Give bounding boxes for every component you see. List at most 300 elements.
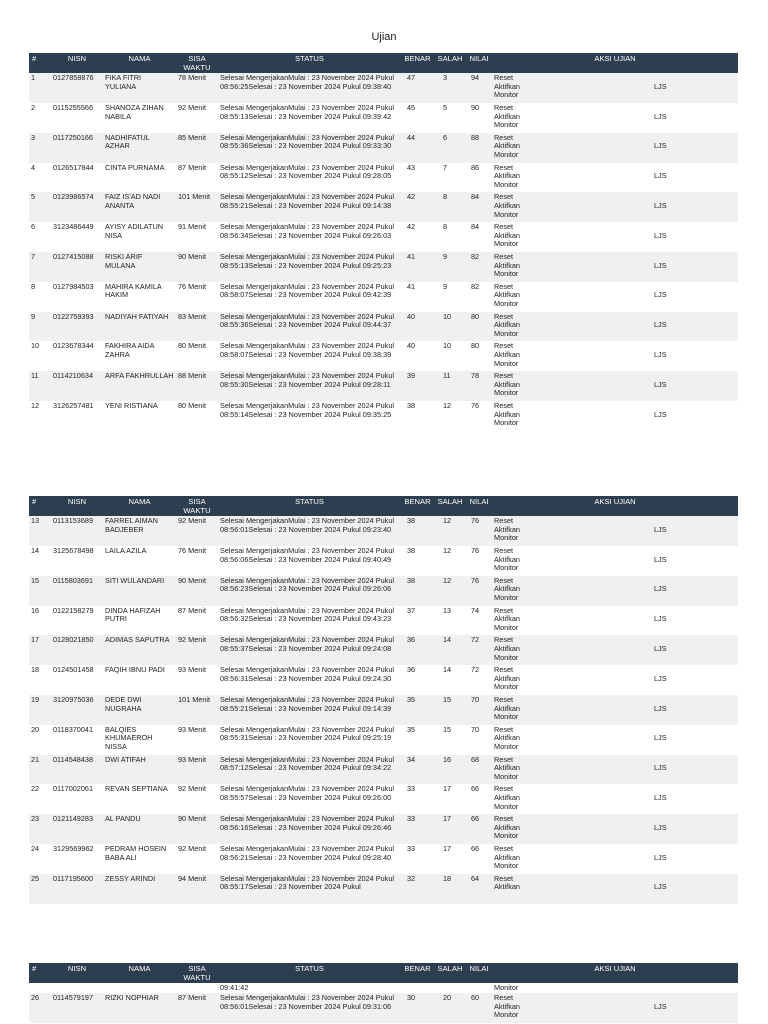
ljs-link[interactable]: LJS — [654, 349, 667, 359]
col-header-benar: BENAR — [401, 53, 434, 73]
aktifkan-button[interactable]: Aktifkan — [494, 822, 520, 832]
row-wrong-count: 14 — [434, 665, 466, 695]
row-correct-count: 45 — [401, 103, 434, 133]
ljs-link[interactable]: LJS — [654, 882, 667, 892]
aktifkan-button[interactable]: Aktifkan — [494, 554, 520, 564]
table-row — [29, 103, 738, 133]
aktifkan-button[interactable]: Aktifkan — [494, 733, 520, 743]
row-correct-count: 40 — [401, 312, 434, 342]
ljs-link[interactable]: LJS — [654, 852, 667, 862]
row-status: Selesai MengerjakanMulai : 23 November 2024 Pukul 08:55:36Selesai : 23 November 2024 Pukul 09:44:37 — [218, 312, 401, 342]
row-remaining-time: 78 Menit — [176, 73, 218, 103]
row-status: Selesai MengerjakanMulai : 23 November 2024 Pukul 08:56:25Selesai : 23 November 2024 Pukul 09:38:40 — [218, 73, 401, 103]
reset-button[interactable]: Reset — [494, 545, 514, 555]
row-status: Selesai MengerjakanMulai : 23 November 2024 Pukul 08:55:37Selesai : 23 November 2024 Pukul 09:24:08 — [218, 635, 401, 665]
row-nisn: 0115803691 — [51, 576, 103, 606]
ljs-link[interactable]: LJS — [654, 643, 667, 653]
row-student-name: AL PANDU — [103, 814, 176, 844]
reset-button[interactable]: Reset — [494, 281, 514, 291]
row-student-name: FARREL AIMAN BADJEBER — [103, 516, 176, 546]
reset-button[interactable]: Reset — [494, 993, 514, 1003]
row-number: 10 — [29, 341, 51, 371]
reset-button[interactable]: Reset — [494, 102, 514, 112]
row-actions — [492, 192, 738, 222]
row-student-name: MAHIRA KAMILA HAKIM — [103, 282, 176, 312]
row-status: Selesai MengerjakanMulai : 23 November 2024 Pukul 08:57:12Selesai : 23 November 2024 Pukul 09:34:22 — [218, 755, 401, 785]
row-number: 18 — [29, 665, 51, 695]
aktifkan-button[interactable]: Aktifkan — [494, 320, 520, 330]
monitor-button[interactable]: Monitor — [494, 328, 519, 338]
aktifkan-button[interactable]: Aktifkan — [494, 379, 520, 389]
reset-button[interactable]: Reset — [494, 873, 514, 883]
monitor-button[interactable]: Monitor — [494, 149, 519, 159]
col-header-sisa-waktu: SISA WAKTU — [176, 53, 218, 73]
row-number: 9 — [29, 312, 51, 342]
row-actions — [492, 814, 738, 844]
reset-button[interactable]: Reset — [494, 784, 514, 794]
row-score: 66 — [466, 784, 492, 814]
row-nisn: 3125678498 — [51, 546, 103, 576]
ljs-link[interactable]: LJS — [654, 733, 667, 743]
row-score: 94 — [466, 73, 492, 103]
reset-button[interactable]: Reset — [494, 371, 514, 381]
exam-table-page-1 — [29, 53, 738, 431]
aktifkan-button[interactable]: Aktifkan — [494, 614, 520, 624]
row-wrong-count: 12 — [434, 576, 466, 606]
row-number: 21 — [29, 755, 51, 785]
row-remaining-time: 92 Menit — [176, 103, 218, 133]
row-score: 88 — [466, 133, 492, 163]
reset-button[interactable]: Reset — [494, 73, 514, 83]
row-nisn: 0126517844 — [51, 163, 103, 193]
monitor-button[interactable]: Monitor — [494, 622, 519, 632]
row-status-continuation: 09:41:42 — [218, 983, 401, 993]
col-header-benar: BENAR — [401, 963, 434, 983]
ljs-link[interactable]: LJS — [654, 409, 667, 419]
ljs-link[interactable]: LJS — [654, 320, 667, 330]
row-nisn: 3129569962 — [51, 844, 103, 874]
row-actions — [492, 312, 738, 342]
col-header-no: # — [29, 963, 51, 983]
row-number: 22 — [29, 784, 51, 814]
reset-button[interactable]: Reset — [494, 665, 514, 675]
row-actions — [492, 341, 738, 371]
monitor-button[interactable]: Monitor — [494, 983, 519, 993]
reset-button[interactable]: Reset — [494, 516, 514, 526]
monitor-button[interactable]: Monitor — [494, 179, 519, 189]
row-score: 82 — [466, 252, 492, 282]
reset-button[interactable]: Reset — [494, 605, 514, 615]
row-nisn: 0123678344 — [51, 341, 103, 371]
row-remaining-time: 90 Menit — [176, 576, 218, 606]
row-actions — [492, 282, 738, 312]
reset-button[interactable]: Reset — [494, 341, 514, 351]
row-actions — [492, 606, 738, 636]
monitor-button[interactable]: Monitor — [494, 298, 519, 308]
row-score: 80 — [466, 312, 492, 342]
aktifkan-button[interactable]: Aktifkan — [494, 673, 520, 683]
ljs-link[interactable]: LJS — [654, 792, 667, 802]
row-number: 24 — [29, 844, 51, 874]
monitor-button[interactable]: Monitor — [494, 90, 519, 100]
ljs-link[interactable]: LJS — [654, 81, 667, 91]
row-nisn: 0124501458 — [51, 665, 103, 695]
col-header-sisa-waktu: SISA WAKTU — [176, 496, 218, 516]
row-nisn: 0117250166 — [51, 133, 103, 163]
ljs-link[interactable]: LJS — [654, 822, 667, 832]
reset-button[interactable]: Reset — [494, 311, 514, 321]
row-wrong-count: 13 — [434, 606, 466, 636]
row-score: 70 — [466, 725, 492, 755]
ljs-link[interactable]: LJS — [654, 584, 667, 594]
col-header-nama: NAMA — [103, 53, 176, 73]
row-remaining-time: 93 Menit — [176, 665, 218, 695]
row-correct-count: 35 — [401, 725, 434, 755]
row-number: 3 — [29, 133, 51, 163]
col-header-sisa-waktu: SISA WAKTU — [176, 963, 218, 983]
row-status: Selesai MengerjakanMulai : 23 November 2024 Pukul 08:55:12Selesai : 23 November 2024 Pukul 09:28:05 — [218, 163, 401, 193]
reset-button[interactable]: Reset — [494, 724, 514, 734]
col-header-status: STATUS — [218, 496, 401, 516]
row-actions — [492, 725, 738, 755]
row-nisn: 3123486449 — [51, 222, 103, 252]
monitor-button[interactable]: Monitor — [494, 388, 519, 398]
monitor-button[interactable]: Monitor — [494, 120, 519, 130]
reset-button[interactable]: Reset — [494, 251, 514, 261]
row-status: Selesai MengerjakanMulai : 23 November 2024 Pukul 08:56:16Selesai : 23 November 2024 Pukul 09:26:46 — [218, 814, 401, 844]
table-row — [29, 606, 738, 636]
row-correct-count: 37 — [401, 606, 434, 636]
ljs-link[interactable]: LJS — [654, 171, 667, 181]
row-student-name: DINDA HAFIZAH PUTRI — [103, 606, 176, 636]
row-student-name: ZESSY ARINDI — [103, 874, 176, 904]
row-number: 1 — [29, 73, 51, 103]
ljs-link[interactable]: LJS — [654, 703, 667, 713]
table-row — [29, 282, 738, 312]
monitor-button[interactable]: Monitor — [494, 592, 519, 602]
col-header-aksi: AKSI UJIAN — [492, 53, 738, 73]
table-row — [29, 725, 738, 755]
table-row — [29, 665, 738, 695]
aktifkan-button[interactable]: Aktifkan — [494, 349, 520, 359]
col-header-salah: SALAH — [434, 53, 466, 73]
col-header-nama: NAMA — [103, 496, 176, 516]
row-actions — [492, 576, 738, 606]
table-row — [29, 371, 738, 401]
row-number: 26 — [29, 993, 51, 1023]
row-correct-count: 38 — [401, 516, 434, 546]
reset-button[interactable]: Reset — [494, 132, 514, 142]
row-student-name: ADIMAS SAPUTRA — [103, 635, 176, 665]
aktifkan-button[interactable]: Aktifkan — [494, 81, 520, 91]
row-correct-count: 30 — [401, 993, 434, 1023]
aktifkan-button[interactable]: Aktifkan — [494, 260, 520, 270]
monitor-button[interactable]: Monitor — [494, 358, 519, 368]
monitor-button[interactable]: Monitor — [494, 741, 519, 751]
ljs-link[interactable]: LJS — [654, 200, 667, 210]
row-wrong-count: 17 — [434, 814, 466, 844]
row-student-name: PEDRAM HOSEIN BABA ALI — [103, 844, 176, 874]
col-header-salah: SALAH — [434, 496, 466, 516]
row-remaining-time: 92 Menit — [176, 516, 218, 546]
table-row — [29, 516, 738, 546]
row-status: Selesai MengerjakanMulai : 23 November 2024 Pukul 08:55:17Selesai : 23 November 2024 Pukul — [218, 874, 401, 904]
monitor-button[interactable]: Monitor — [494, 209, 519, 219]
row-wrong-count: 7 — [434, 163, 466, 193]
row-actions — [492, 695, 738, 725]
monitor-button[interactable]: Monitor — [494, 418, 519, 428]
row-wrong-count: 17 — [434, 784, 466, 814]
row-student-name: CINTA PURNAMA — [103, 163, 176, 193]
ljs-link[interactable]: LJS — [654, 230, 667, 240]
ljs-link[interactable]: LJS — [654, 379, 667, 389]
row-correct-count: 38 — [401, 401, 434, 431]
reset-button[interactable]: Reset — [494, 400, 514, 410]
row-correct-count: 33 — [401, 844, 434, 874]
aktifkan-button[interactable]: Aktifkan — [494, 171, 520, 181]
aktifkan-button[interactable]: Aktifkan — [494, 792, 520, 802]
row-score: 80 — [466, 341, 492, 371]
row-wrong-count: 17 — [434, 844, 466, 874]
monitor-button[interactable]: Monitor — [494, 563, 519, 573]
row-nisn: 0114548438 — [51, 755, 103, 785]
table-header-row — [29, 963, 738, 983]
row-nisn: 0127415088 — [51, 252, 103, 282]
col-header-status: STATUS — [218, 963, 401, 983]
ljs-link[interactable]: LJS — [654, 141, 667, 151]
monitor-button[interactable]: Monitor — [494, 682, 519, 692]
aktifkan-button[interactable]: Aktifkan — [494, 1001, 520, 1011]
row-correct-count: 33 — [401, 784, 434, 814]
row-correct-count: 32 — [401, 874, 434, 904]
row-correct-count: 41 — [401, 282, 434, 312]
row-nisn: 0118370041 — [51, 725, 103, 755]
reset-button[interactable]: Reset — [494, 754, 514, 764]
table-row — [29, 874, 738, 904]
reset-button[interactable]: Reset — [494, 222, 514, 232]
row-status: Selesai MengerjakanMulai : 23 November 2024 Pukul 08:55:13Selesai : 23 November 2024 Pukul 09:25:23 — [218, 252, 401, 282]
row-score: 84 — [466, 192, 492, 222]
row-nisn: 0128021850 — [51, 635, 103, 665]
row-actions — [492, 163, 738, 193]
row-status: Selesai MengerjakanMulai : 23 November 2024 Pukul 08:56:21Selesai : 23 November 2024 Pukul 09:28:40 — [218, 844, 401, 874]
row-student-name: SHANOZA ZIHAN NABILA — [103, 103, 176, 133]
monitor-button[interactable]: Monitor — [494, 239, 519, 249]
row-remaining-time: 80 Menit — [176, 401, 218, 431]
row-nisn: 0114210634 — [51, 371, 103, 401]
table-row — [29, 192, 738, 222]
aktifkan-button[interactable]: Aktifkan — [494, 200, 520, 210]
row-student-name: NADHIFATUL AZHAR — [103, 133, 176, 163]
row-status: Selesai MengerjakanMulai : 23 November 2024 Pukul 08:58:07Selesai : 23 November 2024 Pukul 09:38:39 — [218, 341, 401, 371]
col-header-salah: SALAH — [434, 963, 466, 983]
row-score: 78 — [466, 371, 492, 401]
ljs-link[interactable]: LJS — [654, 554, 667, 564]
table-row — [29, 546, 738, 576]
row-nisn: 0113153689 — [51, 516, 103, 546]
row-actions — [492, 73, 738, 103]
row-nisn: 0122759393 — [51, 312, 103, 342]
row-wrong-count: 3 — [434, 73, 466, 103]
reset-button[interactable]: Reset — [494, 162, 514, 172]
reset-button[interactable]: Reset — [494, 192, 514, 202]
col-header-status: STATUS — [218, 53, 401, 73]
row-score: 70 — [466, 695, 492, 725]
aktifkan-button[interactable]: Aktifkan — [494, 141, 520, 151]
table-header-row — [29, 53, 738, 73]
row-status: Selesai MengerjakanMulai : 23 November 2024 Pukul 08:55:14Selesai : 23 November 2024 Pukul 09:35:25 — [218, 401, 401, 431]
aktifkan-button[interactable]: Aktifkan — [494, 852, 520, 862]
row-wrong-count: 16 — [434, 755, 466, 785]
col-header-nisn: NISN — [51, 496, 103, 516]
ljs-link[interactable]: LJS — [654, 1001, 667, 1011]
col-header-nilai: NILAI — [466, 963, 492, 983]
row-number: 19 — [29, 695, 51, 725]
reset-button[interactable]: Reset — [494, 635, 514, 645]
row-correct-count: 38 — [401, 546, 434, 576]
aktifkan-button[interactable]: Aktifkan — [494, 703, 520, 713]
row-student-name: SITI WULANDARI — [103, 576, 176, 606]
row-wrong-count: 15 — [434, 725, 466, 755]
row-number: 12 — [29, 401, 51, 431]
row-actions — [492, 546, 738, 576]
table-row — [29, 73, 738, 103]
table-row — [29, 222, 738, 252]
row-correct-count: 42 — [401, 192, 434, 222]
row-wrong-count: 11 — [434, 371, 466, 401]
row-correct-count: 44 — [401, 133, 434, 163]
row-score: 82 — [466, 282, 492, 312]
ljs-link[interactable]: LJS — [654, 111, 667, 121]
aktifkan-button[interactable]: Aktifkan — [494, 524, 520, 534]
ljs-link[interactable]: LJS — [654, 614, 667, 624]
row-student-name: DEDE DWI NUGRAHA — [103, 695, 176, 725]
table-header-row — [29, 496, 738, 516]
row-nisn: 0115255566 — [51, 103, 103, 133]
row-wrong-count: 12 — [434, 546, 466, 576]
row-student-name: FAIZ IS'AD NADI ANANTA — [103, 192, 176, 222]
ljs-link[interactable]: LJS — [654, 763, 667, 773]
monitor-button[interactable]: Monitor — [494, 801, 519, 811]
row-remaining-time: 88 Menit — [176, 371, 218, 401]
row-student-name: RIZKI NOPHIAR — [103, 993, 176, 1023]
monitor-button[interactable]: Monitor — [494, 831, 519, 841]
reset-button[interactable]: Reset — [494, 843, 514, 853]
monitor-button[interactable]: Monitor — [494, 771, 519, 781]
table-row — [29, 341, 738, 371]
row-score: 86 — [466, 163, 492, 193]
row-wrong-count: 6 — [434, 133, 466, 163]
row-remaining-time: 101 Menit — [176, 695, 218, 725]
row-status: Selesai MengerjakanMulai : 23 November 2024 Pukul 08:56:06Selesai : 23 November 2024 Pukul 09:40:49 — [218, 546, 401, 576]
row-number: 17 — [29, 635, 51, 665]
row-remaining-time: 90 Menit — [176, 814, 218, 844]
row-student-name: BALQIES KHUMAEROH NISSA — [103, 725, 176, 755]
row-student-name: REVAN SEPTIANA — [103, 784, 176, 814]
aktifkan-button[interactable]: Aktifkan — [494, 882, 520, 892]
row-number: 23 — [29, 814, 51, 844]
row-remaining-time: 93 Menit — [176, 725, 218, 755]
row-nisn: 0121149283 — [51, 814, 103, 844]
row-number: 8 — [29, 282, 51, 312]
row-remaining-time: 90 Menit — [176, 252, 218, 282]
row-remaining-time: 76 Menit — [176, 282, 218, 312]
monitor-button[interactable]: Monitor — [494, 652, 519, 662]
monitor-button[interactable]: Monitor — [494, 533, 519, 543]
row-status: Selesai MengerjakanMulai : 23 November 2024 Pukul 08:56:31Selesai : 23 November 2024 Pukul 09:24:30 — [218, 665, 401, 695]
ljs-link[interactable]: LJS — [654, 524, 667, 534]
monitor-button[interactable]: Monitor — [494, 1010, 519, 1020]
row-remaining-time: 94 Menit — [176, 874, 218, 904]
row-wrong-count: 20 — [434, 993, 466, 1023]
row-score: 64 — [466, 874, 492, 904]
row-nisn: 3126257481 — [51, 401, 103, 431]
row-wrong-count: 10 — [434, 312, 466, 342]
row-score: 76 — [466, 516, 492, 546]
row-remaining-time: 92 Menit — [176, 784, 218, 814]
row-student-name: NADIYAH FATIYAH — [103, 312, 176, 342]
monitor-button[interactable]: Monitor — [494, 269, 519, 279]
row-score: 74 — [466, 606, 492, 636]
aktifkan-button[interactable]: Aktifkan — [494, 584, 520, 594]
reset-button[interactable]: Reset — [494, 694, 514, 704]
ljs-link[interactable]: LJS — [654, 290, 667, 300]
row-wrong-count: 10 — [434, 341, 466, 371]
ljs-link[interactable]: LJS — [654, 673, 667, 683]
row-wrong-count: 15 — [434, 695, 466, 725]
aktifkan-button[interactable]: Aktifkan — [494, 230, 520, 240]
row-remaining-time: 101 Menit — [176, 192, 218, 222]
ljs-link[interactable]: LJS — [654, 260, 667, 270]
reset-button[interactable]: Reset — [494, 575, 514, 585]
table-row — [29, 814, 738, 844]
table-row — [29, 635, 738, 665]
row-student-name: FIKA FITRI YULIANA — [103, 73, 176, 103]
row-score: 76 — [466, 576, 492, 606]
row-status: Selesai MengerjakanMulai : 23 November 2024 Pukul 08:56:32Selesai : 23 November 2024 Pukul 09:43:23 — [218, 606, 401, 636]
row-actions — [492, 844, 738, 874]
row-nisn: 0114579197 — [51, 993, 103, 1023]
row-nisn: 0127984503 — [51, 282, 103, 312]
aktifkan-button[interactable]: Aktifkan — [494, 409, 520, 419]
row-student-name: FAQIH IBNU PADI — [103, 665, 176, 695]
aktifkan-button[interactable]: Aktifkan — [494, 763, 520, 773]
row-score: 68 — [466, 755, 492, 785]
table-row — [29, 163, 738, 193]
row-remaining-time: 92 Menit — [176, 635, 218, 665]
row-status: Selesai MengerjakanMulai : 23 November 2024 Pukul 08:55:36Selesai : 23 November 2024 Pukul 09:33:30 — [218, 133, 401, 163]
monitor-button[interactable]: Monitor — [494, 712, 519, 722]
table-row — [29, 993, 738, 1023]
row-number: 13 — [29, 516, 51, 546]
page-title: Ujian — [371, 31, 397, 43]
aktifkan-button[interactable]: Aktifkan — [494, 290, 520, 300]
row-actions — [492, 133, 738, 163]
monitor-button[interactable]: Monitor — [494, 861, 519, 871]
reset-button[interactable]: Reset — [494, 814, 514, 824]
row-wrong-count: 8 — [434, 192, 466, 222]
row-student-name: LAILA AZILA — [103, 546, 176, 576]
row-status: Selesai MengerjakanMulai : 23 November 2024 Pukul 08:56:23Selesai : 23 November 2024 Pukul 09:26:06 — [218, 576, 401, 606]
aktifkan-button[interactable]: Aktifkan — [494, 643, 520, 653]
table-row — [29, 133, 738, 163]
table-row — [29, 844, 738, 874]
row-remaining-time: 93 Menit — [176, 755, 218, 785]
row-score: 60 — [466, 993, 492, 1023]
row-correct-count: 47 — [401, 73, 434, 103]
row-number: 5 — [29, 192, 51, 222]
aktifkan-button[interactable]: Aktifkan — [494, 111, 520, 121]
